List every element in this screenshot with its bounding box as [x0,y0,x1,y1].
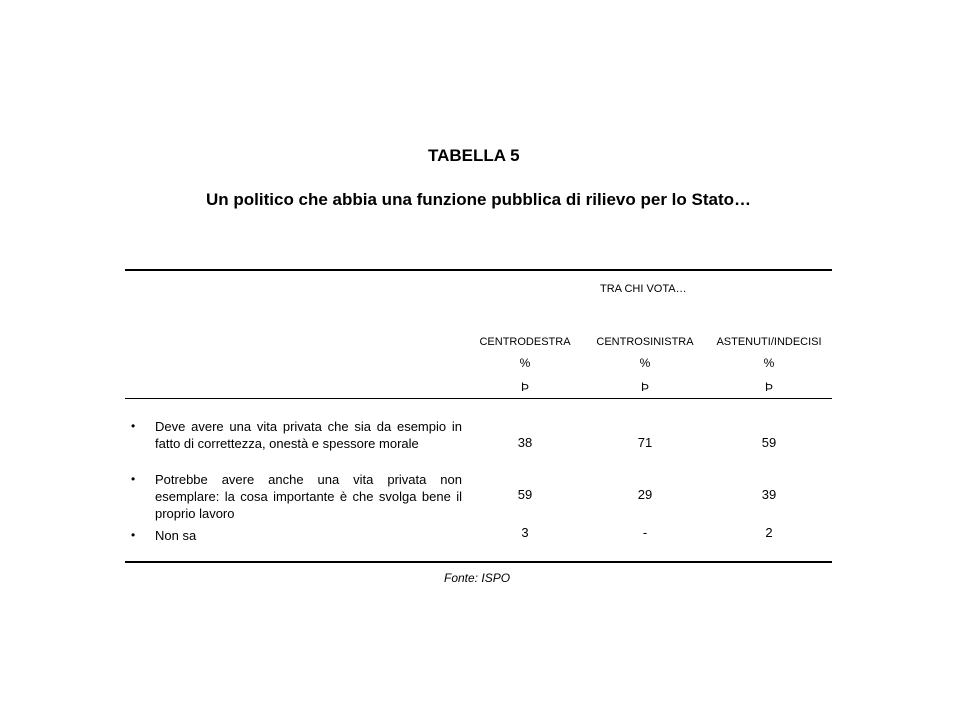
table-subtitle: Un politico che abbia una funzione pubblica di rilievo per lo Stato… [206,190,751,209]
cell-row2-centrosinistra: 29 [637,487,653,502]
top-rule [125,269,832,271]
row-label-non-sa: Non sa [155,528,197,543]
cell-row3-centrosinistra: - [642,525,648,540]
cell-row1-centrodestra: 38 [517,435,533,450]
bottom-rule [125,561,832,563]
column-unit-centrosinistra: % [639,356,651,370]
cell-row2-centrodestra: 59 [517,487,533,502]
table-number: TABELLA 5 [428,146,520,165]
header-rule [125,398,832,399]
column-header-centrodestra: CENTRODESTRA [479,336,571,348]
cell-row3-centrodestra: 3 [521,525,529,540]
column-unit-centrodestra: % [519,356,531,370]
group-header: TRA CHI VOTA… [600,283,687,295]
bullet-icon: • [131,472,136,486]
down-arrow-icon: Þ [520,380,530,394]
column-unit-astenuti-indecisi: % [763,356,775,370]
cell-row3-astenuti-indecisi: 2 [765,525,773,540]
cell-row2-astenuti-indecisi: 39 [761,487,777,502]
cell-row1-centrosinistra: 71 [637,435,653,450]
source-note: Fonte: ISPO [444,571,511,585]
row-label-deve-avere: Deve avere una vita privata che sia da esempio in fatto di correttezza, onestà e spessore morale [155,419,462,451]
row-label-potrebbe-avere: Potrebbe avere anche una vita privata non esemplare: la cosa importante è che svolga bene il proprio lavoro [155,472,462,521]
down-arrow-icon: Þ [640,380,650,394]
cell-row1-astenuti-indecisi: 59 [761,435,777,450]
down-arrow-icon: Þ [764,380,774,394]
column-header-centrosinistra: CENTROSINISTRA [596,336,694,348]
bullet-icon: • [131,528,136,542]
column-header-astenuti-indecisi: ASTENUTI/INDECISI [716,336,822,348]
bullet-icon: • [131,419,136,433]
